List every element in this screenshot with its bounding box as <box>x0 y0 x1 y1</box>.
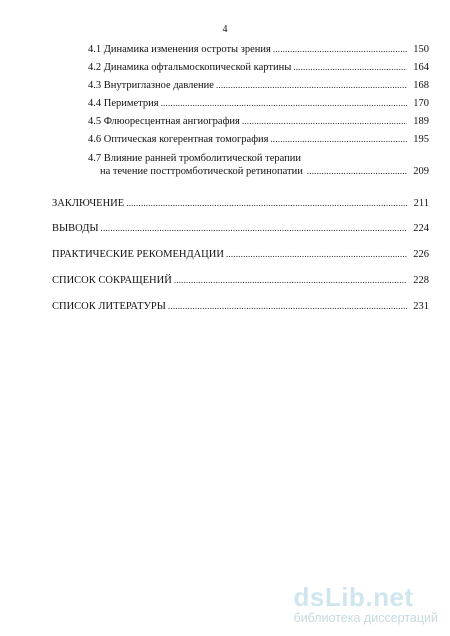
toc-leader-dots <box>161 97 408 110</box>
toc-leader-dots <box>307 165 407 178</box>
toc-entry-label: ВЫВОДЫ <box>52 223 99 234</box>
toc-entry-label-line2: на течение посттромботической ретинопатии <box>100 166 303 177</box>
toc-entry-label: 4.3 Внутриглазное давление <box>88 80 214 91</box>
toc-entry[interactable] <box>88 133 429 146</box>
toc-entry[interactable] <box>88 61 429 74</box>
toc-entry[interactable] <box>52 197 429 210</box>
toc-entry[interactable] <box>88 97 429 110</box>
toc-entry-page: 226 <box>413 249 429 260</box>
toc-entry-page: 168 <box>413 80 429 91</box>
toc-entry-multiline[interactable] <box>88 152 429 178</box>
toc-entry[interactable] <box>52 300 429 313</box>
toc-entry-label: 4.2 Динамика офтальмоскопической картины <box>88 62 292 73</box>
toc-entry-page: 211 <box>413 198 429 209</box>
toc-entry[interactable] <box>52 222 429 235</box>
watermark <box>294 584 438 626</box>
page-number: 4 <box>222 24 228 35</box>
toc-entry-page: 209 <box>413 166 429 177</box>
toc-entry-page: 164 <box>413 62 429 73</box>
toc-entry[interactable] <box>52 248 429 261</box>
toc-entry-label: ПРАКТИЧЕСКИЕ РЕКОМЕНДАЦИИ <box>52 249 224 260</box>
toc-entry-label: ЗАКЛЮЧЕНИЕ <box>52 198 125 209</box>
toc-entry-label: 4.6 Оптическая когерентная томография <box>88 134 269 145</box>
toc-entry-page: 189 <box>413 116 429 127</box>
toc-leader-dots <box>126 197 407 210</box>
watermark-logo: dsLib.net <box>293 582 414 612</box>
toc-entry[interactable] <box>88 43 429 56</box>
toc-entry-label: 4.5 Флюоресцентная ангиография <box>88 116 240 127</box>
toc-entry-label: СПИСОК СОКРАЩЕНИЙ <box>52 275 172 286</box>
toc-leader-dots <box>273 43 407 56</box>
toc-leader-dots <box>293 61 407 74</box>
toc-entry-label-line1: 4.7 Влияние ранней тромболитической терапии <box>88 153 302 164</box>
toc-entry-page: 224 <box>413 223 429 234</box>
toc-leader-dots <box>270 133 407 146</box>
toc-entry-label: 4.1 Динамика изменения остроты зрения <box>88 44 271 55</box>
toc-entry[interactable] <box>88 115 429 128</box>
toc-entry[interactable] <box>88 79 429 92</box>
toc-leader-dots <box>101 222 408 235</box>
toc-entry-page: 231 <box>413 301 429 312</box>
toc-entry-page: 150 <box>413 44 429 55</box>
toc-leader-dots <box>226 248 407 261</box>
toc-leader-dots <box>242 115 407 128</box>
toc-entry-page: 170 <box>413 98 429 109</box>
watermark-tagline: библиотека диссертаций <box>293 611 438 625</box>
toc-leader-dots <box>168 300 407 313</box>
toc-entry[interactable] <box>52 274 429 287</box>
toc-leader-dots <box>216 79 407 92</box>
toc-leader-dots <box>174 274 407 287</box>
toc-entry-page: 195 <box>413 134 429 145</box>
toc-entry-label: 4.4 Периметрия <box>88 98 159 109</box>
toc-entry-label: СПИСОК ЛИТЕРАТУРЫ <box>52 301 166 312</box>
toc-entry-page: 228 <box>413 275 429 286</box>
